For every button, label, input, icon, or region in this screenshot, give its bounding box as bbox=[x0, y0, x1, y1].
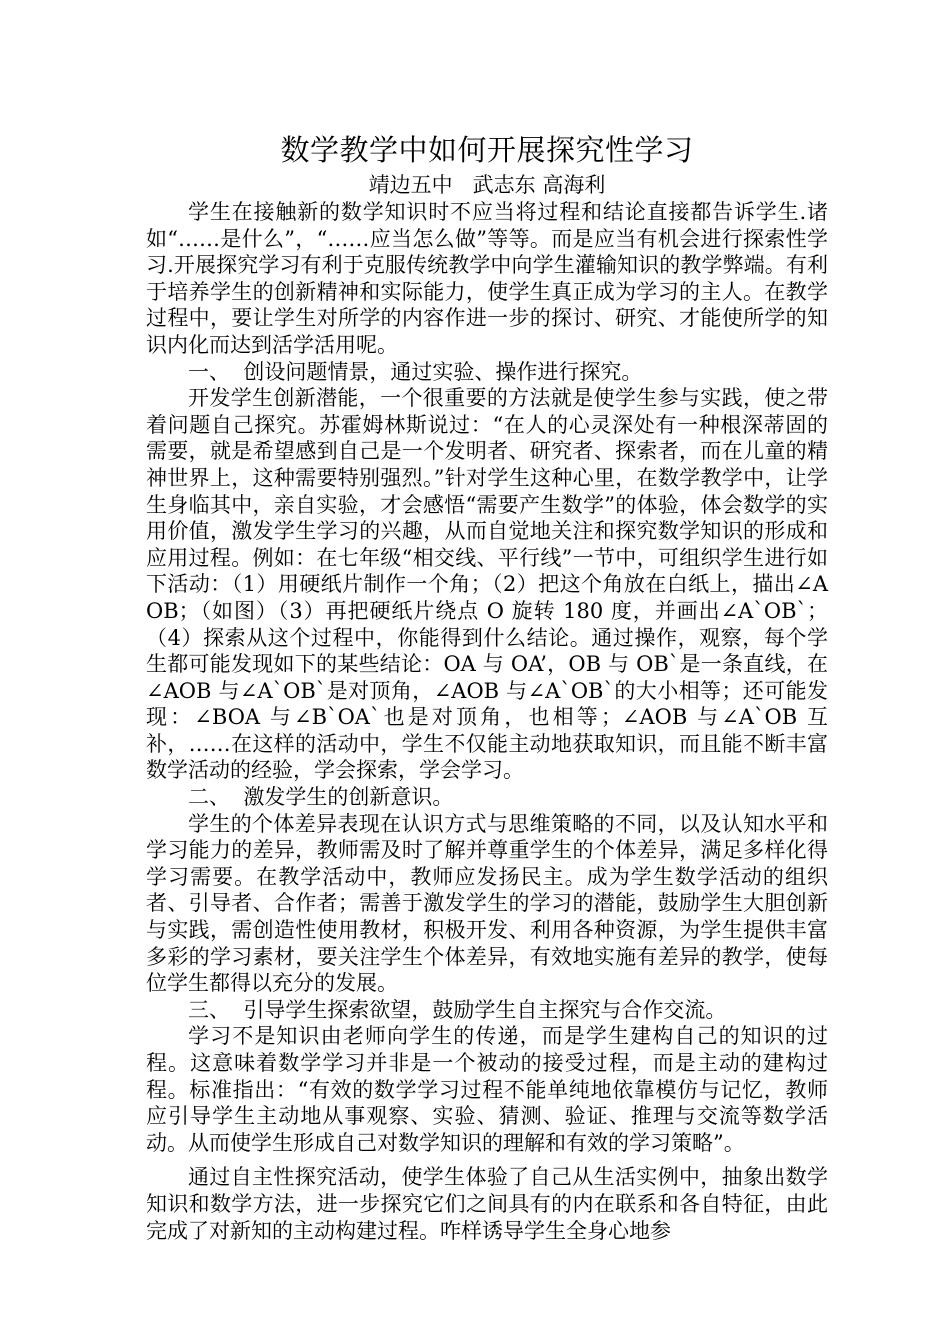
paragraph-intro: 学生在接触新的数学知识时不应当将过程和结论直接都告诉学生.诸如“……是什么”，“……应当怎么做”等等。而是应当有机会进行探索性学习.开展探究学习有利于克服传统教学中向学生灌输知识的教学弊端。有利于培养学生的创新精神和实际能力，使学生真正成为学习的主人。在教学过程中，要让学生对所学的内容作进一步的探讨、研究、才能使所学的知识内化而达到活学活用呢。 bbox=[146, 200, 828, 357]
paragraph-section-3: 学习不是知识由老师向学生的传递，而是学生建构自己的知识的过程。这意味着数学学习并非是一个被动的接受过程，而是主动的建构过程。标准指出：“有效的数学学习过程不能单纯地依靠模仿与记忆，教师应引导学生主动地从事观察、实验、猜测、验证、推理与交流等数学活动。从而使学生形成自己对数学知识的理解和有效的学习策略”。 bbox=[146, 1024, 828, 1155]
author-line: 靖边五中 武志东 高海利 bbox=[368, 173, 606, 197]
document-page bbox=[146, 128, 828, 1244]
document-title: 数学教学中如何开展探究性学习 bbox=[280, 133, 694, 167]
paragraph-section-2: 学生的个体差异表现在认识方式与思维策略的不同，以及认知水平和学习能力的差异，教师需及时了解并尊重学生的个体差异，满足多样化得学习需要。在教学活动中，教师应发扬民主。成为学生数学活动的组织者、引导者、合作者；需善于激发学生的学习的潜能，鼓励学生大胆创新与实践，需创造性使用教材，积极开发、利用各种资源，为学生提供丰富多彩的学习素材，要关注学生个体差异，有效地实施有差异的教学，使每位学生都得以充分的发展。 bbox=[146, 811, 828, 996]
paragraph-spacer bbox=[146, 1156, 828, 1164]
section-heading-2: 二、 激发学生的创新意识。 bbox=[188, 785, 454, 810]
section-heading-1: 一、 创设问题情景，通过实验、操作进行探究。 bbox=[188, 359, 643, 384]
paragraph-section-3-continued: 通过自主性探究活动，使学生体验了自己从生活实例中，抽象出数学知识和数学方法，进一步探究它们之间具有的内在联系和各自特征，由此完成了对新知的主动构建过程。咋样诱导学生全身心地参 bbox=[146, 1165, 828, 1243]
paragraph-section-1: 开发学生创新潜能，一个很重要的方法就是使学生参与实践，使之带着问题自己探究。苏霍姆林斯说过：“在人的心灵深处有一种根深蒂固的需要，就是希望感到自己是一个发明者、研究者、探索者，而在儿童的精神世界上，这种需要特别强烈。”针对学生这种心里，在数学教学中，让学生身临其中，亲自实验，才会感悟“需要产生数学”的体验，体会数学的实用价值，激发学生学习的兴趣，从而自觉地关注和探究数学知识的形成和应用过程。例如：在七年级“相交线、平行线”一节中，可组织学生进行如下活动：（1）用硬纸片制作一个角；（2）把这个角放在白纸上，描出∠AOB；（如图）（3）再把硬纸片绕点 O 旋转 180 度，并画出∠A`OB`；（4）探索从这个过程中，你能得到什么结论。通过操作，观察，每个学生都可能发现如下的某些结论：OA 与 OA’，OB 与 OB`是一条直线，在∠AOB 与∠A`OB`是对顶角，∠AOB 与∠A`OB`的大小相等；还可能发现：∠BOA 与∠B`OA`也是对顶角，也相等；∠AOB 与∠A`OB 互补，……在这样的活动中，学生不仅能主动地获取知识，而且能不断丰富数学活动的经验，学会探索，学会学习。 bbox=[146, 386, 828, 783]
section-heading-3: 三、 引导学生探索欲望，鼓励学生自主探究与合作交流。 bbox=[188, 997, 727, 1022]
